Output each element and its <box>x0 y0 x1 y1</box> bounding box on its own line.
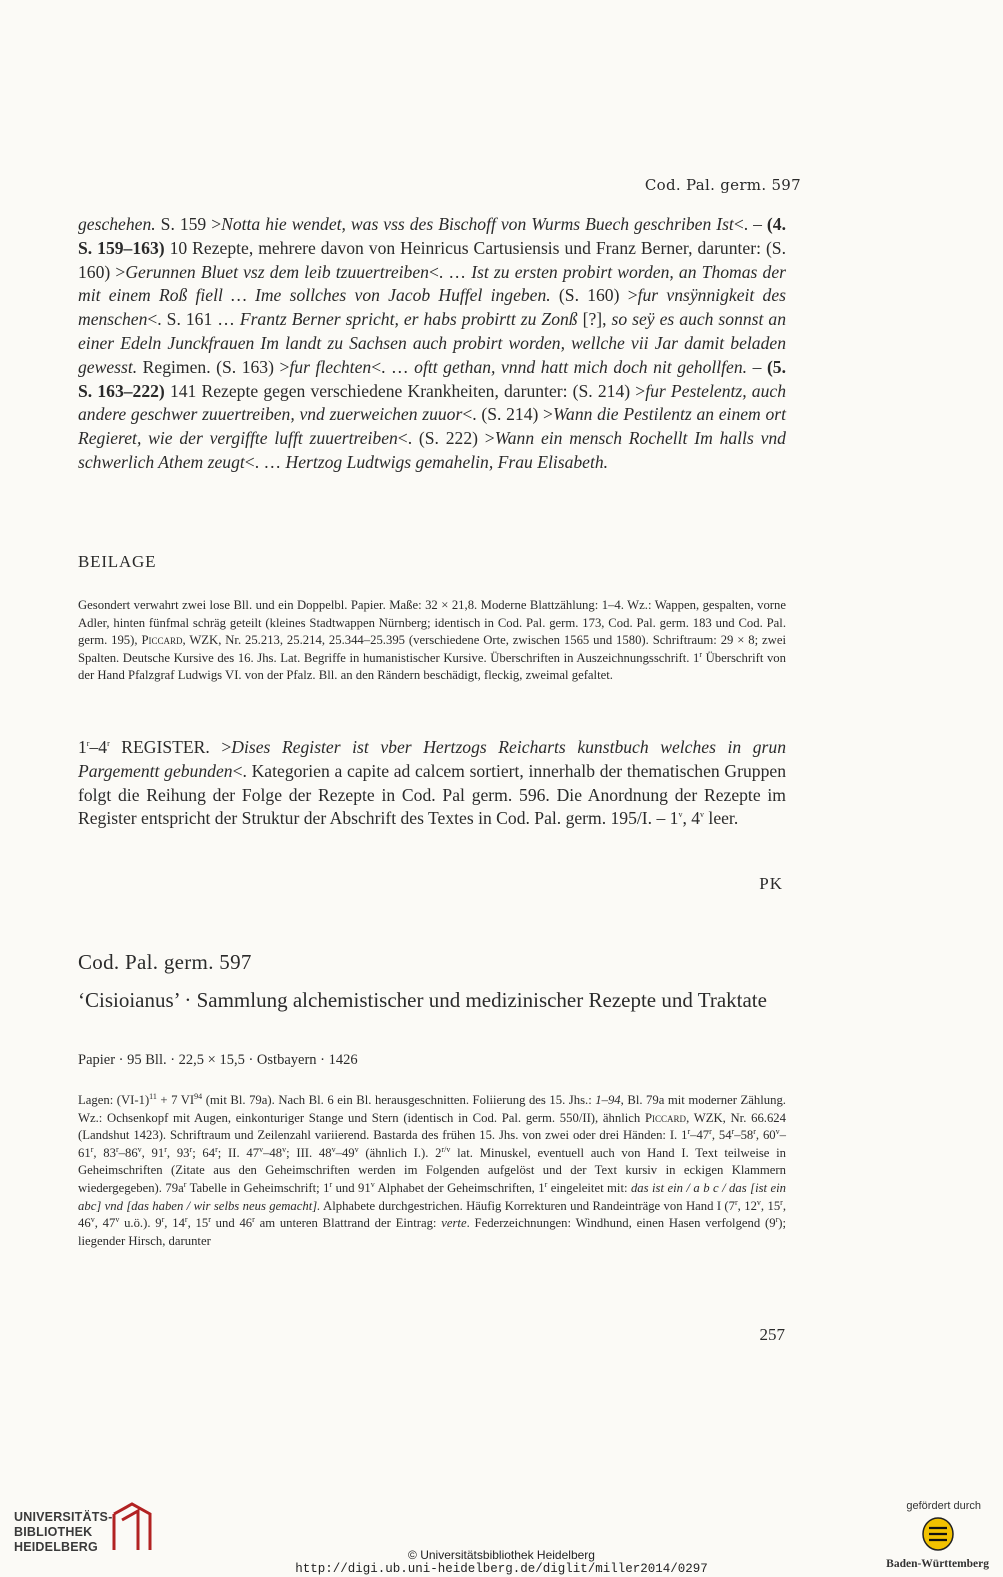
library-name-line1: UNIVERSITÄTS- <box>14 1510 113 1524</box>
copyright-notice: © Universitätsbibliothek Heidelberg <box>408 1548 595 1562</box>
text-run: Gerunnen Bluet vsz dem leib tzuuertreiben <box>125 261 429 282</box>
text-run: r <box>208 1214 211 1224</box>
text-run: <. (S. 214) > <box>462 404 553 425</box>
text-run: v <box>700 810 705 820</box>
library-name-line3: HEIDELBERG <box>14 1540 98 1554</box>
text-run: v <box>775 1126 780 1136</box>
text-run: , 47 <box>94 1216 116 1231</box>
text-run: v <box>678 810 683 820</box>
text-run: S. 159 > <box>155 214 222 234</box>
text-run: oftt gethan, vnnd hatt mich doch nit gehollfen. <box>414 356 748 377</box>
text-run: r <box>735 1197 738 1207</box>
text-run: fur vnsÿnnigkeit des menschen <box>78 285 787 330</box>
text-run: <. Kategorien a capite ad calcem sortiert, innerhalb der thematischen Gruppen folgt die Reihung der Folge der Rezepte in Cod. Pal germ. 596. Die Anordnung der Rezepte im Register entspricht der Struktur der Abschrift des Textes in Cod. Pal. germ. 195/I. – 1 <box>78 760 786 829</box>
text-run: ; 64 <box>192 1145 216 1160</box>
text-run: , 46 <box>78 1198 787 1231</box>
text-run: r <box>183 1179 187 1189</box>
text-run: Tabelle in Geheimschrift; 1 <box>186 1180 330 1195</box>
text-run: Ist zu ersten probirt worden, an Thomas der mit einem Roß fiell … Ime sollches von Jacob Huffel ingeben. <box>78 261 787 306</box>
text-run: r <box>115 1144 119 1154</box>
text-run: –47 <box>690 1128 710 1143</box>
text-run: , WZK, Nr. 25.213, 25.214, 25.344–25.395 (verschiedene Orte, zwischen 1565 und 1580). Schriftraum: 29 × 8; zwei Spalten. Deutsche Kursive des 16. Jhs. Lat. Begriffe in humanistischer Kursive. Überschriften in Auszeichnungsschrift. 1 <box>78 633 786 665</box>
text-run: <. – <box>733 214 767 234</box>
text-run: Überschrift von der Hand Pfalzgraf Ludwigs VI. von der Pfalz. Bll. an den Rändern beschädigt, fleckig, zweimal gefaltet. <box>78 650 786 683</box>
text-run: , 15 <box>760 1198 781 1213</box>
text-run: r <box>731 1126 735 1136</box>
text-run: r <box>161 1214 165 1224</box>
text-run: r <box>753 1126 756 1136</box>
text-run: Piccard <box>141 633 183 648</box>
beilage-description <box>78 597 786 685</box>
text-run: r <box>189 1144 193 1154</box>
text-run: Notta hie wendet, was vss des Bischoff von Wurms Buech geschriben Ist <box>221 214 734 234</box>
text-run: v <box>137 1144 142 1154</box>
text-run: r <box>164 1144 167 1154</box>
text-run: (5. S. 163–222) <box>78 356 787 401</box>
text-run: , WZK, Nr. 66.624 (Landshut 1423). Schriftraum und Zeilenzahl variierend. Bastarda des frühen 15. Jhs. von zwei oder drei Händen: I. 1 <box>78 1110 786 1143</box>
text-run: Piccard <box>645 1110 687 1125</box>
coat-of-arms-icon <box>921 1516 955 1552</box>
footer <box>0 1490 1003 1577</box>
text-run: u.ö.). 9 <box>119 1216 162 1231</box>
text-run: ); liegender Hirsch, darunter <box>78 1216 787 1248</box>
text-run: (ähnlich I.). 2 <box>358 1145 442 1160</box>
text-run: v <box>115 1214 120 1224</box>
text-run: r <box>709 1126 712 1136</box>
text-run: r <box>329 1179 333 1189</box>
text-run: + 7 VI <box>156 1093 195 1107</box>
text-run: , 54 <box>711 1128 732 1143</box>
text-run: , 91 <box>141 1145 165 1160</box>
library-mark-icon <box>110 1502 154 1552</box>
funding-label: gefördert durch <box>906 1500 981 1512</box>
text-run: –58 <box>734 1128 754 1143</box>
text-run: –49 <box>335 1145 355 1160</box>
author-initials: PK <box>759 874 783 893</box>
text-run: 10 Rezepte, mehrere davon von Heinricus Cartusiensis und Franz Berner, darunter: (S. 160) > <box>78 237 786 282</box>
text-run: r <box>107 739 110 749</box>
text-run: Wann die Pestilentz an einem ort Regieret, wie der vergiffte lufft zuuertreiben <box>78 404 786 449</box>
text-run: fur Pestelentz, auch andere geschwer zuuertreiben, vnd zuerweichen zuuor <box>78 380 786 425</box>
text-run: ; III. 48 <box>286 1145 332 1160</box>
text-run: 1–94 <box>595 1093 621 1107</box>
codicology-paragraph <box>78 1092 786 1250</box>
text-run: (mit Bl. 79a). Nach Bl. 6 ein Bl. herausgeschnitten. Foliierung des 15. Jhs.: <box>202 1093 596 1107</box>
entry-meta: Papier · 95 Bll. · 22,5 × 15,5 · Ostbayern · 1426 <box>78 1052 358 1068</box>
text-run: 11 <box>149 1091 157 1101</box>
text-run: Alphabete durchgestrichen. Häufig Korrekturen und Randeinträge von Hand I (7 <box>320 1198 735 1213</box>
text-run: eingeleitet mit: <box>547 1180 631 1195</box>
text-run: , 83 <box>93 1145 116 1160</box>
text-run: –4 <box>89 737 108 757</box>
beilage-heading: BEILAGE <box>78 552 157 571</box>
text-run: Hertzog Ludtwigs gemahelin, Frau Elisabeth. <box>285 451 609 472</box>
text-run: 1 <box>78 737 87 757</box>
text-run: , 4 <box>682 808 701 829</box>
intro-paragraph <box>78 213 786 475</box>
text-run: Alphabet der Geheimschriften, 1 <box>374 1180 545 1195</box>
text-run: r <box>184 1214 188 1224</box>
text-run: . Federzeichnungen: Windhund, einen Hasen verfolgend (9 <box>466 1216 776 1231</box>
text-run: , 60 <box>755 1128 776 1143</box>
entry-title: ‘Cisioianus’ · Sammlung alchemistischer und medizinischer Rezepte und Traktate <box>78 988 767 1012</box>
text-run: , 12 <box>737 1198 757 1213</box>
text-run: , 93 <box>166 1145 190 1160</box>
text-run: r <box>215 1144 218 1154</box>
text-run: r/v <box>441 1144 451 1154</box>
text-run: und 91 <box>332 1180 371 1195</box>
text-run: v <box>370 1179 375 1189</box>
text-run: r <box>544 1179 548 1189</box>
text-run: v <box>259 1144 264 1154</box>
text-run: verte <box>441 1216 467 1231</box>
text-run: r <box>780 1197 783 1207</box>
text-run: und 46 <box>210 1216 253 1231</box>
text-run: r <box>687 1126 691 1136</box>
text-run: so seÿ es auch sonnst an einer Edeln Junckfrauen Im landt zu Sachsen auch probirt worden, wellche vii Jar damit beladen gewesst. <box>78 309 786 377</box>
text-run: <. S. 161 … <box>147 309 240 330</box>
text-run: Regimen. (S. 163) > <box>137 356 290 377</box>
text-run: – <box>747 356 767 377</box>
text-run: r <box>90 1144 94 1154</box>
text-run: [?], <box>577 309 612 330</box>
funder-name: Baden-Württemberg <box>886 1558 989 1570</box>
text-run: v <box>354 1144 359 1154</box>
text-run: v <box>282 1144 287 1154</box>
text-run: r <box>86 739 90 749</box>
text-run: fur flechten <box>289 356 372 377</box>
text-run: (4. S. 159–163) <box>78 214 786 258</box>
text-run: v <box>756 1197 761 1207</box>
text-run: (S. 160) > <box>550 285 638 306</box>
text-run: r <box>252 1214 255 1224</box>
text-run: , Bl. 79a mit moderner Zählung. Wz.: Ochsenkopf mit Augen, einkonturiger Stange und Stern (identisch in Cod. Pal. germ. 550/II), ähnlich <box>78 1093 786 1125</box>
text-run: –61 <box>78 1128 786 1160</box>
text-run: Wann ein mensch Rochellt Im halls vnd schwerlich Athem zeugt <box>78 428 786 472</box>
text-run: r <box>699 649 703 659</box>
text-run: v <box>90 1214 95 1224</box>
text-run: <. … <box>371 356 415 377</box>
library-name-line2: BIBLIOTHEK <box>14 1525 93 1539</box>
text-run: Dises Register ist vber Hertzogs Reicharts kunstbuch welches in grun Pargementt gebunden <box>78 737 786 781</box>
text-run: REGISTER. > <box>109 737 232 757</box>
text-run: 141 Rezepte gegen verschiedene Krankheiten, darunter: (S. 214) > <box>164 380 646 401</box>
text-run: –48 <box>263 1145 283 1160</box>
text-run: , 14 <box>164 1216 185 1231</box>
entry-shelfmark: Cod. Pal. germ. 597 <box>78 950 252 974</box>
running-title: Cod. Pal. germ. 597 <box>644 176 801 194</box>
text-run: , 15 <box>187 1216 209 1231</box>
permalink[interactable]: http://digi.ub.uni-heidelberg.de/diglit/miller2014/0297 <box>295 1562 708 1576</box>
text-run: <. (S. 222) > <box>397 428 495 449</box>
text-run: ; II. 47 <box>217 1145 260 1160</box>
text-run: Gesondert verwahrt zwei lose Bll. und ein Doppelbl. Papier. Maße: 32 × 21,8. Moderne Blattzählung: 1–4. Wz.: Wappen, gespalten, vorne Adler, hinten fünfmal schräg geteilt (kleines Stadtwappen Nürnberg; identisch in Cod. Pal. germ. 173, Cod. Pal. germ. 183 und Cod. Pal. germ. 195), <box>78 598 786 648</box>
text-run: r <box>775 1214 779 1224</box>
text-run: –86 <box>118 1145 138 1160</box>
page-number: 257 <box>759 1325 785 1344</box>
text-run: Frantz Berner spricht, er habs probirtt zu Zonß <box>239 309 578 330</box>
text-run: am unteren Blattrand der Eintrag: <box>254 1216 442 1231</box>
text-run: 94 <box>194 1091 203 1101</box>
text-run: geschehen. <box>78 214 156 234</box>
text-run: <. … <box>428 261 472 282</box>
text-run: v <box>331 1144 336 1154</box>
register-paragraph <box>78 736 786 831</box>
text-run: lat. Minuskel, eventuell auch von Hand I. Text teilweise in Geheimschriften (Zitate aus den Geheimschriften werden im Folgenden aufgelöst und der Text kursiv in eckigen Klammern wiedergegeben). 79a <box>78 1145 787 1195</box>
text-run: Lagen: (VI-1) <box>78 1093 150 1107</box>
text-run: das ist ein / a b c / das [ist ein abc] vnd [das haben / wir selbs neus gemacht]. <box>78 1180 787 1213</box>
text-run: <. … <box>244 451 286 472</box>
text-run: leer. <box>704 808 739 829</box>
